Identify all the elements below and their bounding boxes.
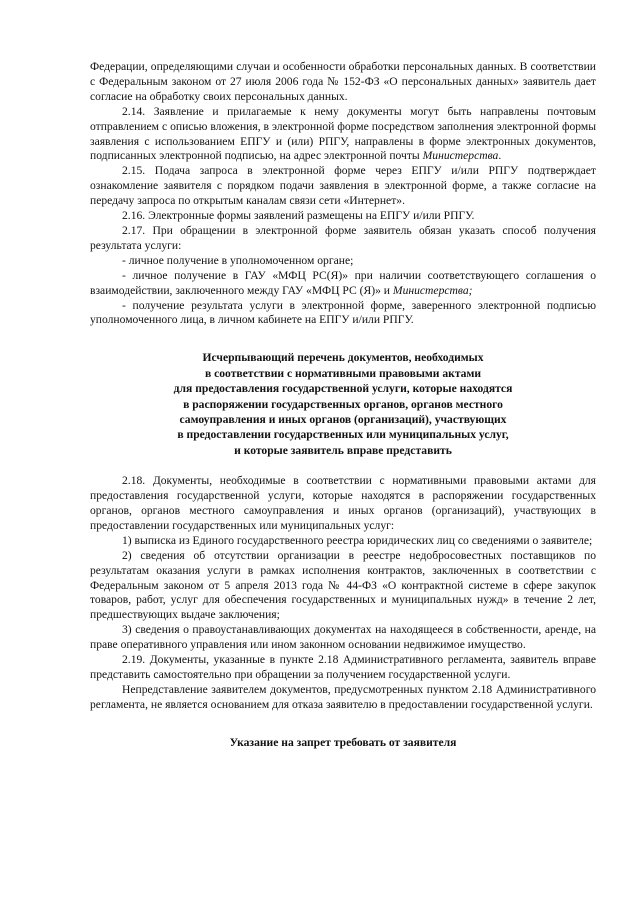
list-item bbox=[90, 269, 596, 299]
section-heading-documents bbox=[90, 350, 596, 458]
document-page bbox=[90, 60, 596, 750]
paragraph-nonsubmission: Непредставление заявителем документов, предусмотренных пунктом 2.18 Административного регламента, не является основанием для отказа заявителю в предоставлении государственной услуги. bbox=[90, 682, 596, 711]
heading-line: Указание на запрет требовать от заявителя bbox=[229, 735, 457, 749]
paragraph-2-15: 2.15. Подача запроса в электронной форме через ЕПГУ и/или РПГУ подтверждает ознакомление заявителя с порядком подачи заявления в электронной форме, а также согласие на передачу запроса по открытым каналам связи сети «Интернет». bbox=[90, 164, 596, 208]
paragraph-2-14-end: . bbox=[498, 149, 502, 163]
list-item: - получение результата услуги в электронной форме, заверенного электронной подписью уполномоченного лица, в личном кабинете на ЕПГУ и/или РПГУ. bbox=[90, 298, 596, 327]
paragraph-2-19: 2.19. Документы, указанные в пункте 2.18 Административного регламента, заявитель вправе представить самостоятельно при обращении за получением государственной услуги. bbox=[90, 653, 596, 681]
list-item-text: - личное получение в ГАУ «МФЦ РС(Я)» при наличии соответствующего соглашения о взаимодействии, заключенного между ГАУ «МФЦ РС (Я)» и bbox=[90, 268, 596, 297]
heading-line: Исчерпывающий перечень документов, необходимых bbox=[202, 351, 484, 365]
paragraph-2-14-text: 2.14. Заявление и прилагаемые к нему документы могут быть направлены почтовым отправлением с описью вложения, в электронной форме посредством заполнения электронной формы заявления с использованием ЕПГУ и (или) РПГУ, направлены в форме электронных документов, подписанных электронной подписью, на адрес электронной почты bbox=[90, 104, 596, 163]
heading-line: самоуправления и иных органов (организаций), участвующих bbox=[179, 412, 507, 426]
paragraph-2-16: 2.16. Электронные формы заявлений размещены на ЕПГУ и/или РПГУ. bbox=[122, 209, 475, 223]
paragraph-2-14 bbox=[90, 105, 596, 165]
paragraph-2-17: 2.17. При обращении в электронной форме заявитель обязан указать способ получения результата услуги: bbox=[90, 223, 596, 252]
list-item: 1) выписка из Единого государственного реестра юридических лиц со сведениями о заявителе; bbox=[122, 533, 593, 547]
list-item: 3) сведения о правоустанавливающих документах на находящееся в собственности, аренде, на праве оперативного управления или ином законном основании недвижимое имущество. bbox=[90, 623, 596, 652]
heading-line: в соответствии с нормативными правовыми актами bbox=[204, 366, 482, 380]
heading-line: в распоряжении государственных органов, органов местного bbox=[183, 397, 503, 411]
section-heading-prohibition bbox=[90, 735, 596, 750]
paragraph-2-14-italic: Министерства bbox=[422, 149, 499, 163]
heading-line: и которые заявитель вправе представить bbox=[234, 443, 452, 457]
list-item: - личное получение в уполномоченном органе; bbox=[122, 253, 354, 267]
list-item: 2) сведения об отсутствии организации в реестре недобросовестных поставщиков по результатам оказания услуги в рамках исполнения контрактов, заключенных в соответствии с Федеральным законом от 5 апреля 2013 года № 44-ФЗ «О контрактной системе в сфере закупок товаров, работ, услуг для обеспечения государственных и муниципальных нужд» в течение 2 лет, предшествующих выдаче заключения; bbox=[90, 548, 596, 622]
list-item-italic: Министерства; bbox=[392, 283, 473, 297]
paragraph-intro: Федерации, определяющими случаи и особенности обработки персональных данных. В соответствии с Федеральным законом от 27 июля 2006 года № 152-ФЗ «О персональных данных» заявитель дает согласие на обработку своих персональных данных. bbox=[90, 60, 596, 103]
heading-line: в предоставлении государственных или муниципальных услуг, bbox=[177, 428, 509, 442]
paragraph-2-18: 2.18. Документы, необходимые в соответствии с нормативными правовыми актами для предоставления государственной услуги, которые находятся в распоряжении государственных органов, органов местного самоуправления и иных органов (организаций), участвующих в предоставлении государственных или муниципальных услуг: bbox=[90, 474, 596, 532]
heading-line: для предоставления государственной услуги, которые находятся bbox=[173, 382, 513, 396]
